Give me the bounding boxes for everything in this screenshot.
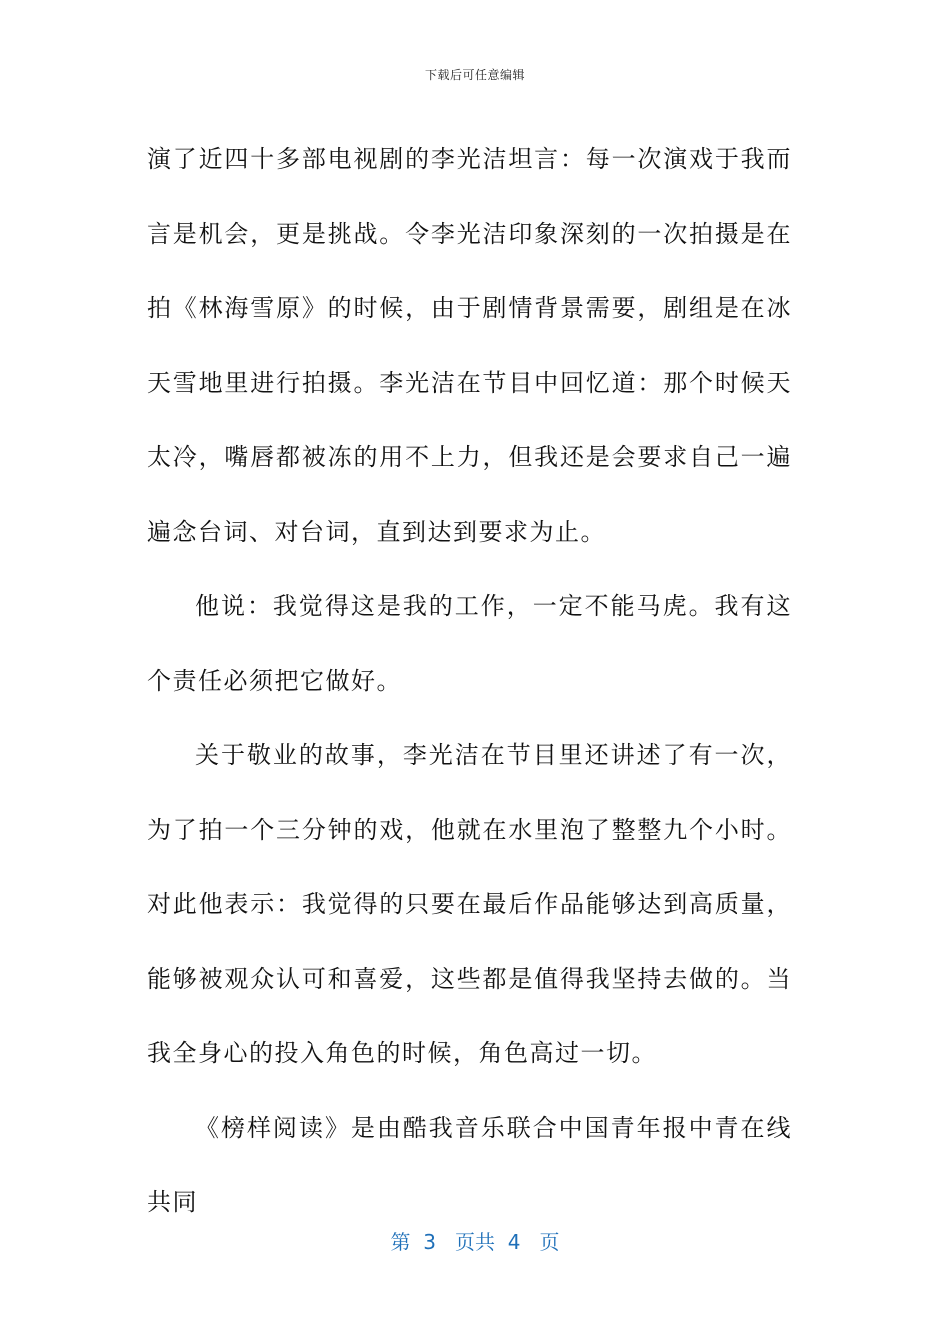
paragraph-4: 《榜样阅读》是由酷我音乐联合中国青年报中青在线共同 [147, 1113, 792, 1216]
page-header: 下载后可任意编辑 [424, 68, 525, 82]
page-number-footer: 第 3 页共 4 页 [390, 1230, 560, 1254]
paragraph-3: 关于敬业的故事，李光洁在节目里还讲述了有一次，为了拍一个三分钟的戏，他就在水里泡了整整九个小时。对此他表示：我觉得的只要在最后作品能够达到高质量，能够被观众认可和喜爱，这些都是值得我坚持去做的。当我全身心的投入角色的时候，角色高过一切。 [147, 741, 792, 1067]
paragraph-2: 他说：我觉得这是我的工作，一定不能马虎。我有这个责任必须把它做好。 [147, 592, 792, 695]
document-body [147, 122, 792, 1240]
paragraph-1: 演了近四十多部电视剧的李光洁坦言：每一次演戏于我而言是机会，更是挑战。令李光洁印象深刻的一次拍摄是在拍《林海雪原》的时候，由于剧情背景需要，剧组是在冰天雪地里进行拍摄。李光洁在节目中回忆道：那个时候天太冷，嘴唇都被冻的用不上力，但我还是会要求自己一遍遍念台词、对台词，直到达到要求为止。 [147, 145, 792, 546]
